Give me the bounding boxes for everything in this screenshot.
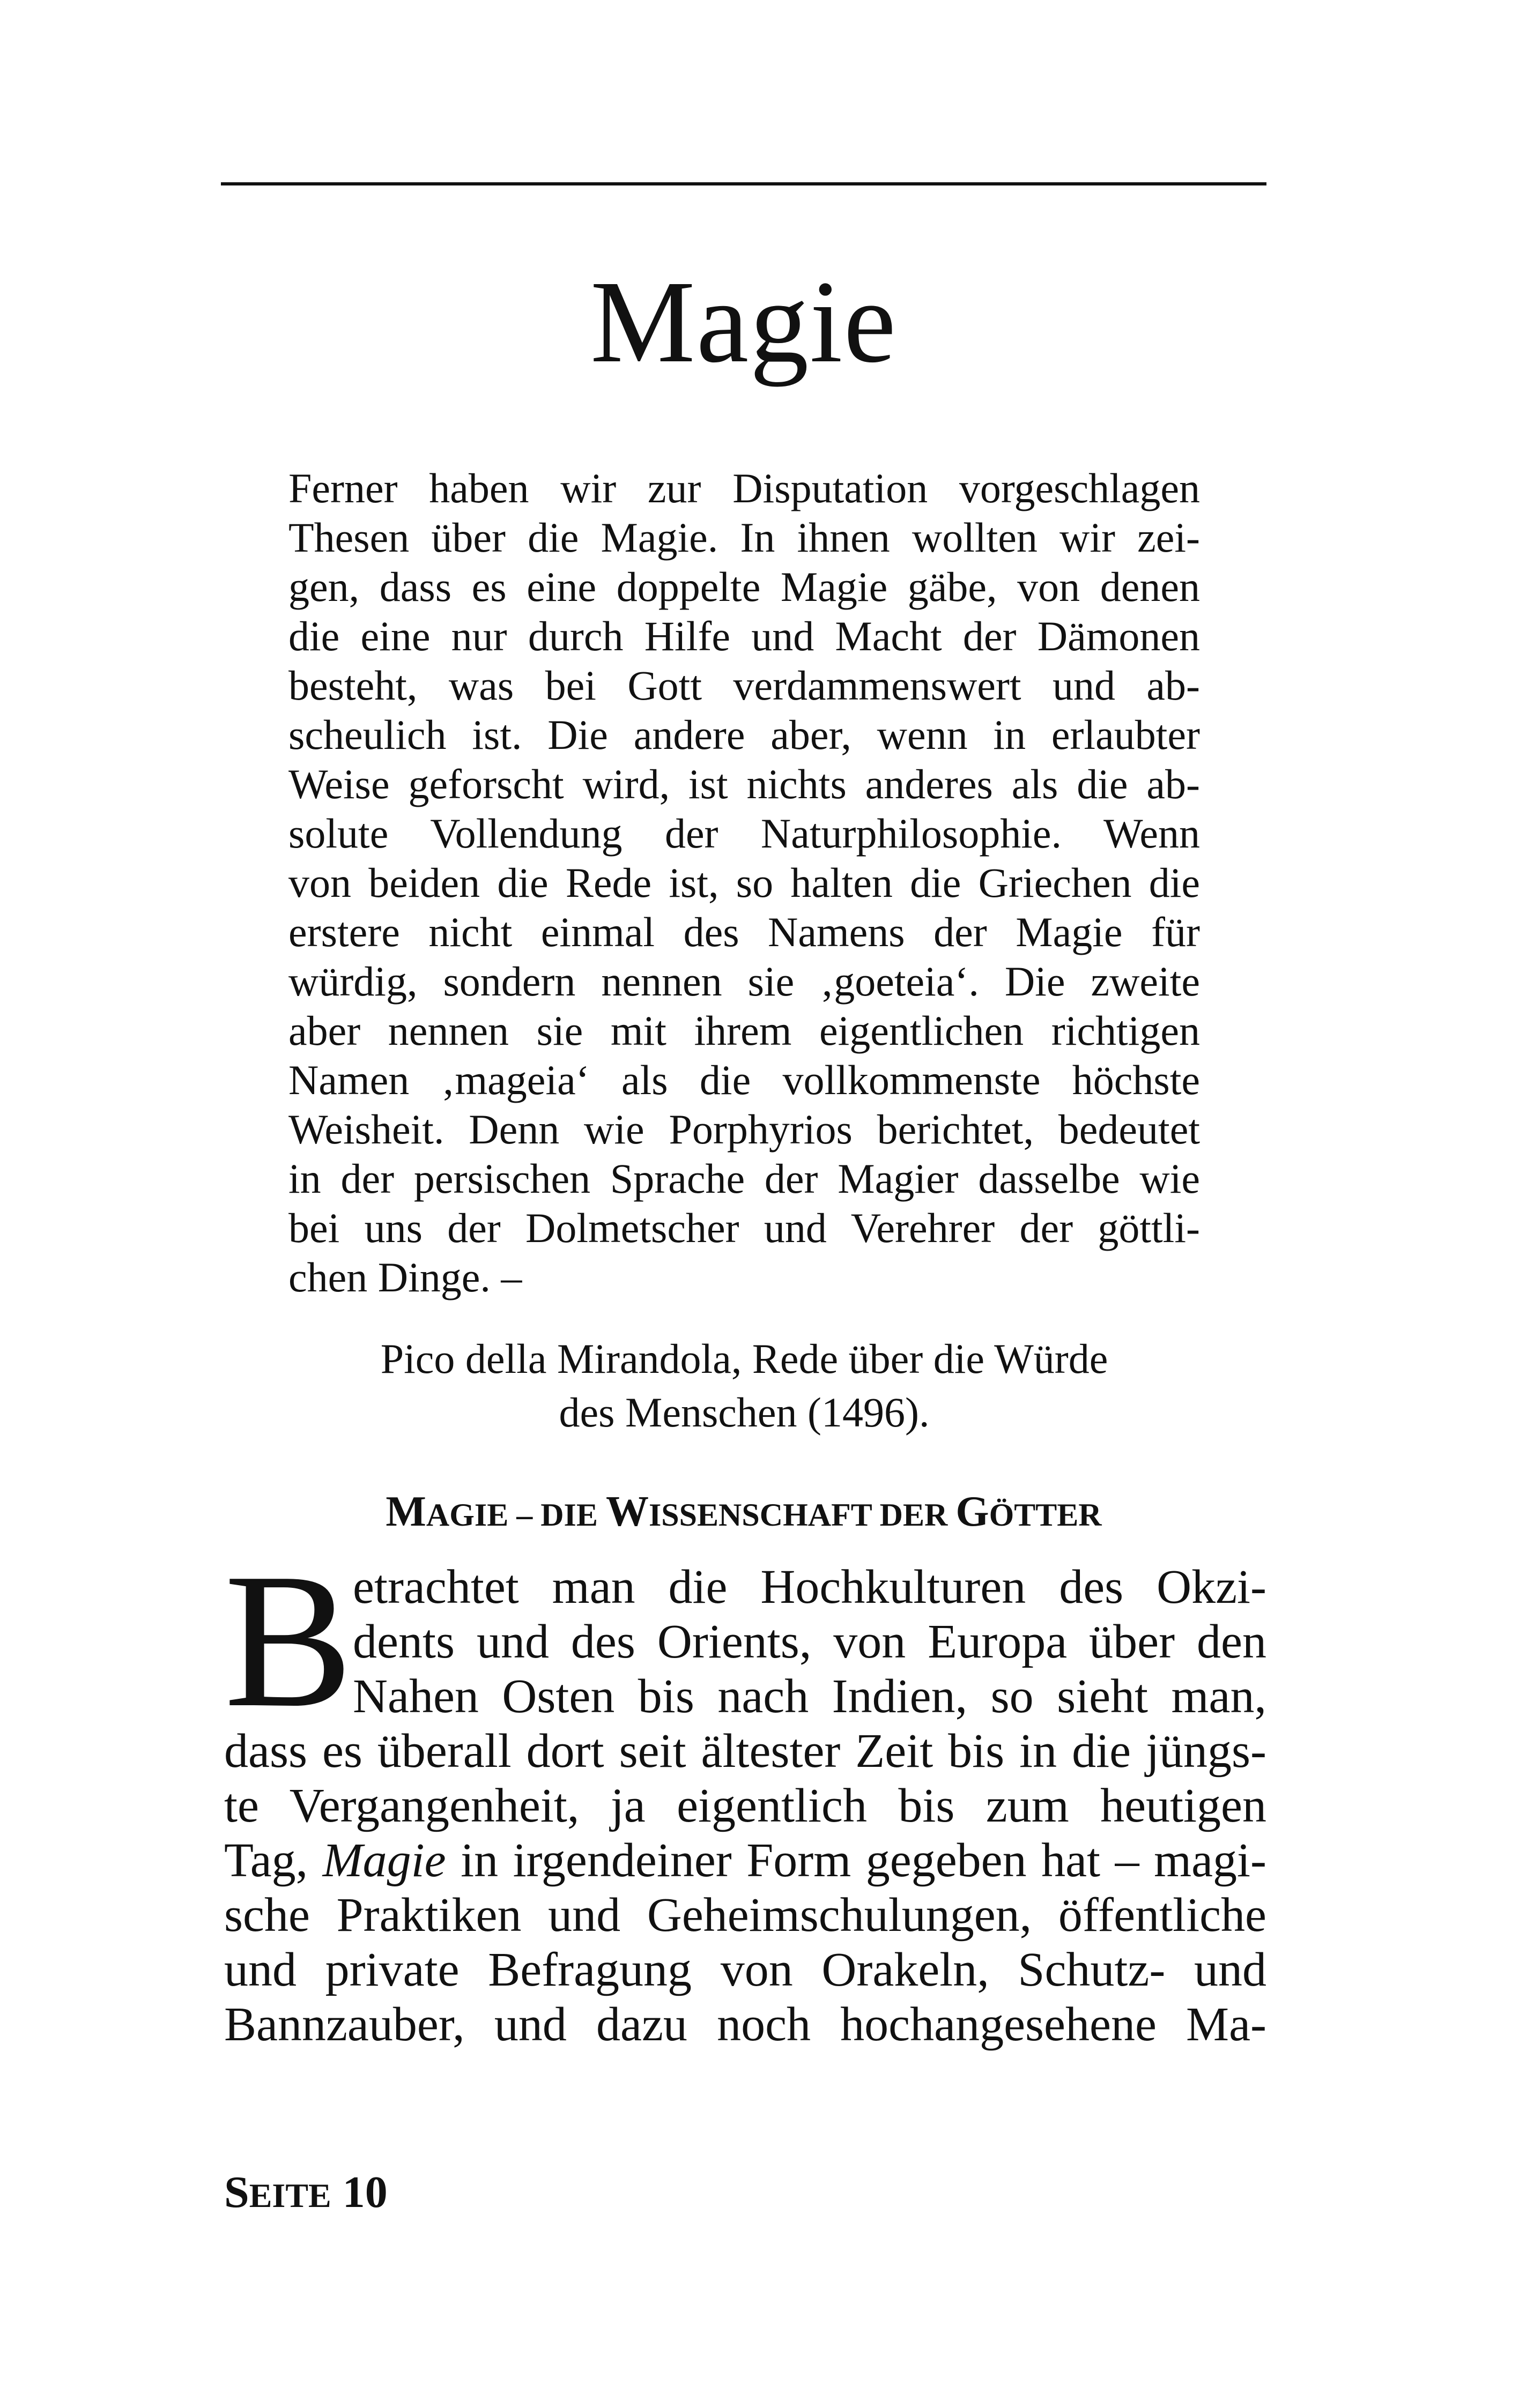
epigraph-line: in der persischen Sprache der Magier dasselbe wie [288, 1155, 1200, 1202]
drop-cap: B [224, 1533, 353, 1747]
epigraph-line: würdig, sondern nennen sie ‚goeteia‘. Die zweite [288, 958, 1200, 1005]
page-footer [224, 2166, 388, 2223]
attribution-line: des Menschen (1496). [559, 1389, 930, 1436]
epigraph-line: Namen ‚mageia‘ als die vollkommenste höchste [288, 1057, 1200, 1103]
epigraph-line: Weise geforscht wird, ist nichts anderes als die ab- [288, 761, 1200, 807]
epigraph-line: erstere nicht einmal des Namens der Magie für [288, 909, 1200, 955]
epigraph-quote [288, 464, 1200, 1302]
heading-part: ÖTTER [989, 1497, 1102, 1533]
page-label-smallcaps: EITE [249, 2176, 331, 2214]
epigraph-line: scheulich ist. Die andere aber, wenn in erlaubter [288, 711, 1200, 758]
heading-part: M [386, 1488, 426, 1535]
epigraph-line: von beiden die Rede ist, so halten die Griechen die [288, 859, 1200, 906]
body-line: dass es überall dort seit ältester Zeit bis in die jüngs- [224, 1725, 1266, 1778]
body-line: und private Befragung von Orakeln, Schutz- und [224, 1943, 1266, 1996]
epigraph-line: solute Vollendung der Naturphilosophie. Wenn [288, 810, 1200, 857]
chapter-title: Magie [590, 256, 898, 387]
epigraph-line: besteht, was bei Gott verdammenswert und ab- [288, 662, 1200, 709]
body-line: etrachtet man die Hochkulturen des Okzi- [353, 1560, 1266, 1614]
body-line: Bannzauber, und dazu noch hochangesehene Ma- [224, 1998, 1266, 2051]
epigraph-line: Weisheit. Denn wie Porphyrios berichtet, bedeutet [288, 1106, 1200, 1153]
epigraph-line: bei uns der Dolmetscher und Verehrer der göttli- [288, 1205, 1200, 1251]
heading-part: G [955, 1488, 989, 1535]
heading-part: W [605, 1488, 649, 1535]
section-heading [221, 1485, 1266, 1542]
body-line: Nahen Osten bis nach Indien, so sieht man, [353, 1670, 1266, 1723]
top-rule [221, 182, 1266, 185]
body-line: te Vergangenheit, ja eigentlich bis zum heutigen [224, 1779, 1266, 1832]
body-line: sche Praktiken und Geheimschulungen, öffentliche [224, 1889, 1266, 1942]
epigraph-line: die eine nur durch Hilfe und Macht der Dämonen [288, 613, 1200, 659]
body-text-run: Tag, [224, 1834, 323, 1887]
epigraph-line: gen, dass es eine doppelte Magie gäbe, von denen [288, 563, 1200, 610]
body-text-run: in irgendeiner Form gegeben hat – magi- [446, 1834, 1266, 1887]
heading-part: AGIE – DIE [426, 1497, 606, 1533]
attribution-line: Pico della Mirandola, Rede über die Würde [380, 1335, 1108, 1382]
body-line: dents und des Orients, von Europa über den [353, 1615, 1266, 1668]
epigraph-attribution [288, 1332, 1200, 1439]
body-line [224, 1833, 1266, 1888]
emphasis-magie: Magie [322, 1834, 446, 1887]
heading-part: ISSENSCHAFT DER [648, 1497, 956, 1533]
body-paragraph [224, 1560, 1266, 2052]
page-label-cap: S [224, 2167, 249, 2217]
page-number: 10 [342, 2167, 388, 2217]
epigraph-line: Thesen über die Magie. In ihnen wollten wir zei- [288, 514, 1200, 561]
epigraph-line: chen Dinge. – [288, 1254, 522, 1300]
epigraph-line: aber nennen sie mit ihrem eigentlichen richtigen [288, 1007, 1200, 1054]
epigraph-line: Ferner haben wir zur Disputation vorgeschlagen [288, 465, 1200, 511]
